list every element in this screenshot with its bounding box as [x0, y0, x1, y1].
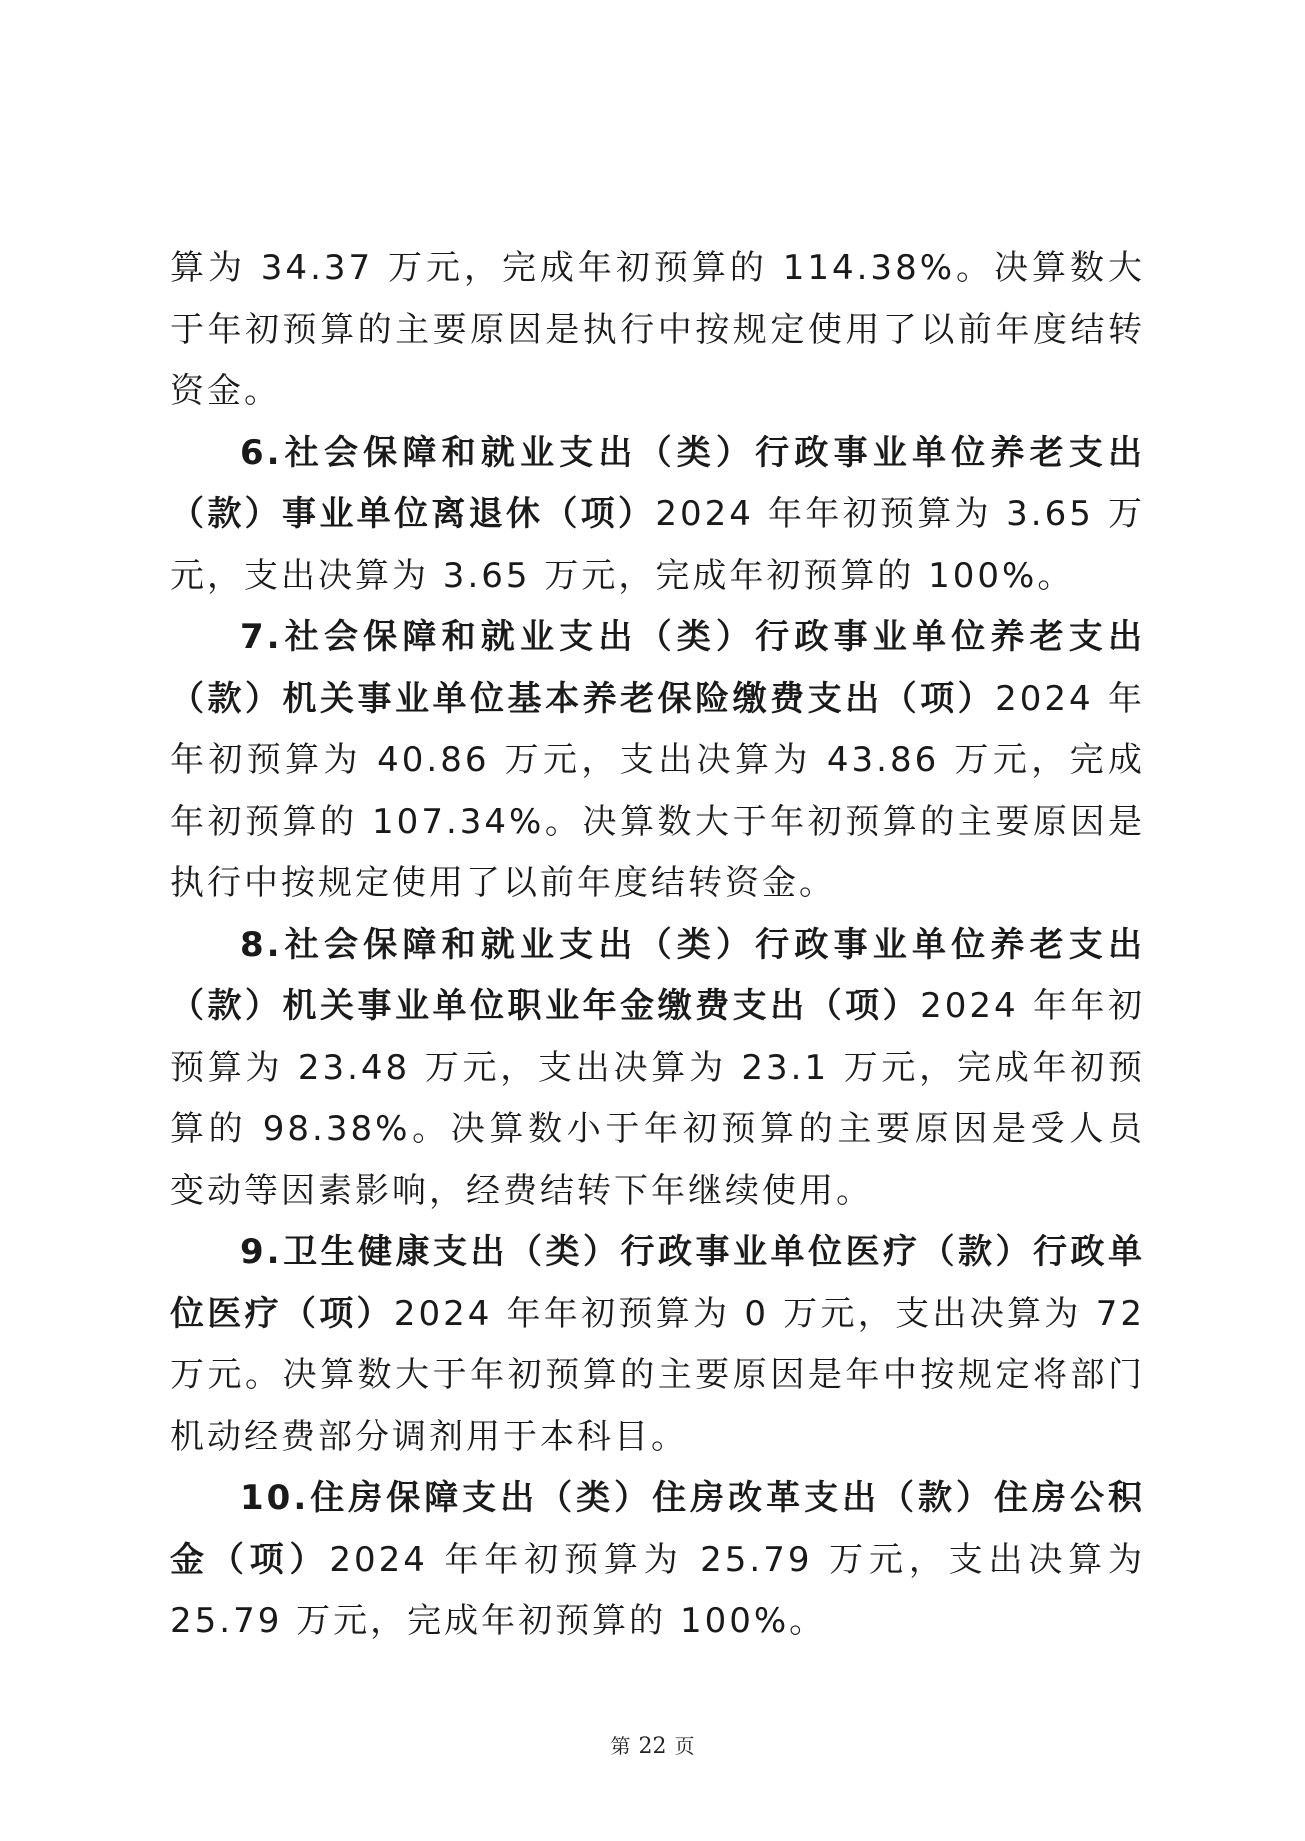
page-footer — [0, 1730, 1305, 1759]
paragraph-text: 2024 年年初预算为 25.79 万元，支出决算为 25.79 万元，完成年初预算的 100%。 — [170, 1539, 1145, 1641]
paragraph-text: 2024 年年初预算为 0 万元，支出决算为 72 万元。决算数大于年初预算的主要原因是年中按规定将部门机动经费部分调剂用于本科目。 — [170, 1293, 1146, 1457]
page-number: 22 — [638, 1734, 667, 1759]
paragraph-text: 2024 年年初预算为 23.48 万元，支出决算为 23.1 万元，完成年初预算的 98.38%。决算数小于年初预算的主要原因是受人员变动等因素影响，经费结转下年继续使用。 — [170, 986, 1145, 1211]
paragraph-continuation — [170, 238, 1145, 423]
paragraph-heading: 9.卫生健康支出（类）行政事业单位医疗（款）行政单位医疗（项） — [170, 1232, 1145, 1334]
paragraph-item-7 — [170, 607, 1145, 915]
paragraph-item-8 — [170, 915, 1145, 1223]
paragraph-text: 2024 年年初预算为 40.86 万元，支出决算为 43.86 万元，完成年初预算的 107.34%。决算数大于年初预算的主要原因是执行中按规定使用了以前年度结转资金。 — [170, 678, 1145, 903]
paragraph-text: 2024 年年初预算为 3.65 万元，支出决算为 3.65 万元，完成年初预算的 100%。 — [170, 494, 1146, 596]
page-number-suffix: 页 — [674, 1734, 695, 1758]
paragraph-heading: 7.社会保障和就业支出（类）行政事业单位养老支出（款）机关事业单位基本养老保险缴费支出（项） — [170, 617, 1145, 719]
document-body — [170, 238, 1145, 1653]
paragraph-item-10 — [170, 1468, 1145, 1653]
paragraph-heading: 6.社会保障和就业支出（类）行政事业单位养老支出（款）事业单位离退休（项） — [170, 432, 1145, 534]
paragraph-item-6 — [170, 423, 1145, 608]
page-number-prefix: 第 — [610, 1734, 631, 1758]
paragraph-heading: 8.社会保障和就业支出（类）行政事业单位养老支出（款）机关事业单位职业年金缴费支出（项） — [170, 924, 1145, 1026]
paragraph-heading: 10.住房保障支出（类）住房改革支出（款）住房公积金（项） — [170, 1478, 1145, 1580]
paragraph-text: 算为 34.37 万元，完成年初预算的 114.38%。决算数大于年初预算的主要原因是执行中按规定使用了以前年度结转资金。 — [170, 248, 1145, 411]
paragraph-item-9 — [170, 1222, 1145, 1468]
